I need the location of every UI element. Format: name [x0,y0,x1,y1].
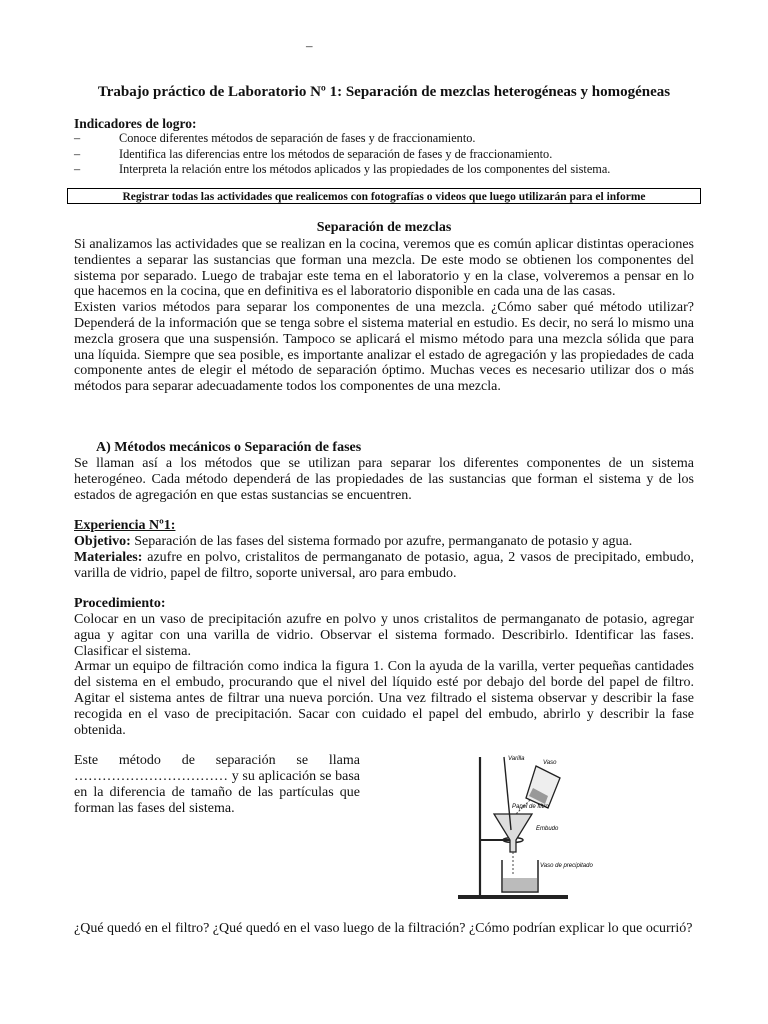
objective-label: Objetivo: [74,534,131,549]
procedure-title: Procedimiento: [74,596,166,611]
indicator-text: Identifica las diferencias entre los métodos de separación de fases y de fraccionamiento. [119,146,553,161]
filtration-apparatus-figure [450,752,593,902]
document-title: Trabajo práctico de Laboratorio Nº 1: Separación de mezclas heterogéneas y homogéneas [97,84,671,100]
label-paper: Papel de filtro [512,804,549,810]
materials-label: Materiales: [74,549,143,565]
label-glass: Vaso [543,760,557,766]
section-title: Separación de mezclas [316,220,452,235]
procedure-paragraph: Armar un equipo de filtración como indica la figura 1. Con la ayuda de la varilla, verter pequeñas cantidades del sistema en el embudo, procurando que el nivel del líquido esté por debajo del borde del papel de filtro. Agitar el sistema antes de filtrar una nueva porción. Una vez filtrado el sistema observar y describir la fase recogida en el vaso de precipitación. Sacar con cuidado el papel del embudo, abrirlo y describir la fase obtenida. [74,659,694,738]
stand-base [458,895,568,899]
indicator-item [74,162,610,178]
funnel [494,814,532,852]
label-beaker: Vaso de precipitado [540,863,593,869]
procedure-body [74,612,694,738]
indicators-heading: Indicadores de logro: [74,116,197,131]
indicator-text: Conoce diferentes métodos de separación de fases y de fraccionamiento. [119,131,476,145]
bullet-dash: – [74,162,81,176]
objective-text: Separación de las fases del sistema formado por azufre, permanganato de potasio y agua. [130,534,633,549]
materials-text: azufre en polvo, cristalitos de permanganato de potasio, agua, 2 vasos de precipitado, embudo, varilla de vidrio, papel de filtro, soporte universal, aro para embudo. [74,549,694,581]
materials-line [74,550,694,582]
experience-body [74,534,694,581]
indicator-text: Interpreta la relación entre los métodos aplicados y las propiedades de los componentes del sistema. [119,162,611,176]
subsection-title: A) Métodos mecánicos o Separación de fases [96,440,362,455]
label-funnel: Embudo [536,826,559,832]
notice-box: Registrar todas las actividades que realicemos con fotografías o videos que luego utilizarán para el informe [67,188,701,204]
indicators-list [74,131,610,178]
objective-line [74,534,694,550]
subsection-paragraph: Se llaman así a los métodos que se utilizan para separar los diferentes componentes de un sistema heterogéneo. Cada método dependerá de las propiedades de las sustancias que forman el sistema y de los estados de agregación en que estas sustancias se encuentren. [74,456,694,503]
section-paragraph: Si analizamos las actividades que se realizan en la cocina, veremos que es común aplicar distintas operaciones tendientes a separar las sustancias que forman una mezcla. De este modo se obtienen los componentes del sistema por separado. Luego de trabajar este tema en el laboratorio y en la clase, volveremos a pensar en lo que hacemos en la cocina, que en definitiva es el laboratorio disponible en cada una de las casas. [74,237,694,300]
section-body [74,237,694,395]
closing-question: ¿Qué quedó en el filtro? ¿Qué quedó en el vaso luego de la filtración? ¿Cómo podrían explicar lo que ocurrió? [74,921,693,936]
top-mark: – [306,38,313,53]
indicator-item [74,131,610,147]
bullet-dash: – [74,146,81,161]
indicator-item [74,147,610,163]
procedure-paragraph: Colocar en un vaso de precipitación azufre en polvo y unos cristalitos de permanganato de potasio, agregar agua y agitar con una varilla de vidrio. Observar el sistema formado. Describirlo. Identificar las fases. Clasificar el sistema. [74,612,694,659]
filtrate [503,878,537,891]
bullet-dash: – [74,131,81,145]
label-rod: Varilla [508,756,525,762]
experience-title: Experiencia Nº1: [74,518,176,533]
method-note: Este método de separación se llama …………………………… y su aplicación se basa en la diferencia de tamaño de las partículas que forman las fases del sistema. [74,753,360,816]
section-paragraph: Existen varios métodos para separar los componentes de una mezcla. ¿Cómo saber qué método utilizar? Dependerá de la información que se tenga sobre el sistema material en estudio. Es decir, no será lo mismo una mezcla grosera que una suspensión. Tampoco se aplicará el mismo método para una mezcla sólida que para una líquida. Siempre que sea posible, es importante analizar el estado de agregación y las propiedades de cada componente antes de elegir el método de separación óptimo. Muchas veces es necesario utilizar dos o más métodos para separar adecuadamente todos los componentes de una mezcla. [74,300,694,395]
